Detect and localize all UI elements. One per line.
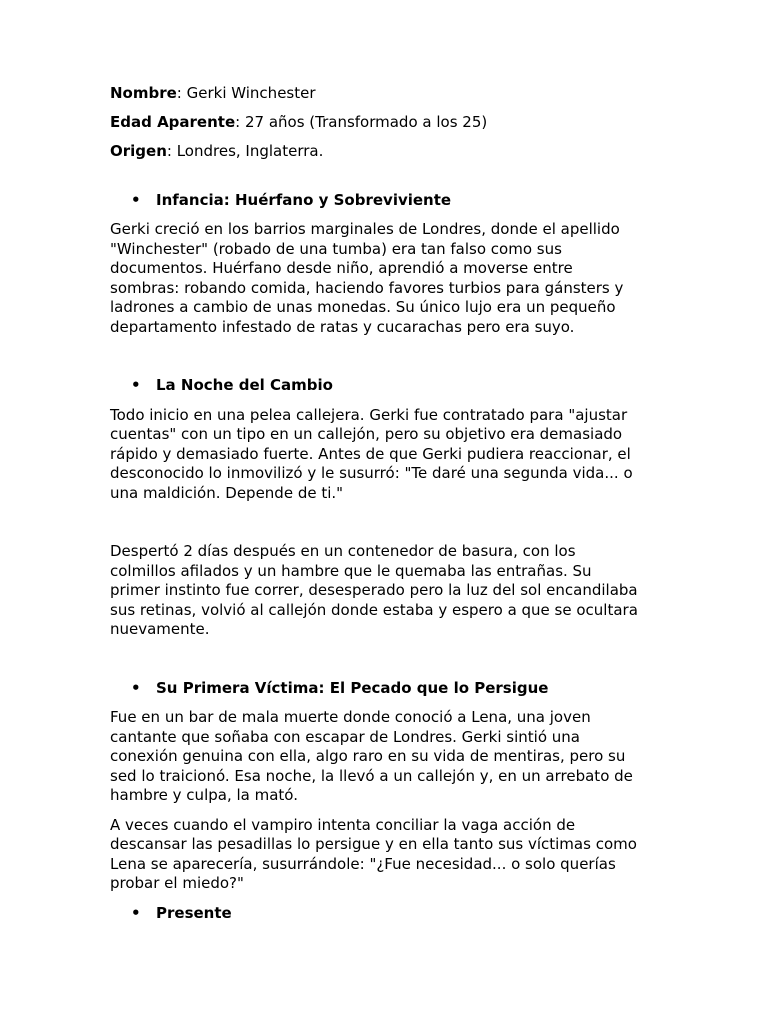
section-heading-text: Su Primera Víctima: El Pecado que lo Persigue	[156, 678, 549, 697]
text-line: Lena se aparecería, susurrándole: "¿Fue necesidad... o solo querías	[110, 854, 616, 873]
paragraph-childhood	[110, 220, 658, 337]
field-label: Edad Aparente	[110, 113, 236, 132]
field-label: Nombre	[110, 84, 177, 102]
section-heading-text: Infancia: Huérfano y Sobreviviente	[156, 190, 452, 209]
document-page	[110, 84, 658, 923]
text-line: departamento infestado de ratas y cucarachas pero era suyo.	[110, 317, 575, 336]
text-line: rápido y demasiado fuerte. Antes de que Gerki pudiera reaccionar, el	[110, 444, 631, 463]
text-line: A veces cuando el vampiro intenta conciliar la vaga acción de	[110, 815, 576, 834]
text-line: nuevamente.	[110, 620, 210, 639]
field-apparent-age	[110, 113, 658, 133]
paragraph-first-victim-1	[110, 708, 658, 806]
field-value: : Gerki Winchester	[176, 84, 316, 102]
text-line: primer instinto fue correr, desesperado pero la luz del sol encandilaba	[110, 581, 638, 600]
text-line: sombras: robando comida, haciendo favores turbios para gánsters y	[110, 278, 624, 297]
field-name	[110, 84, 658, 104]
field-value: : 27 años (Transformado a los 25)	[235, 113, 488, 132]
text-line: conexión genuina con ella, algo raro en su vida de mentiras, pero su	[110, 747, 626, 766]
text-line: descansar las pesadillas lo persigue y en ella tanto sus víctimas como	[110, 835, 637, 854]
bullet-icon: •	[131, 190, 141, 209]
field-origin	[110, 142, 658, 162]
section-heading-present	[110, 904, 658, 924]
section-heading-text: La Noche del Cambio	[156, 376, 333, 395]
text-line: Fue en un bar de mala muerte donde conoció a Lena, una joven	[110, 708, 591, 727]
bullet-icon: •	[131, 376, 141, 395]
paragraph-first-victim-2	[110, 816, 658, 894]
text-line: hambre y culpa, la mató.	[110, 786, 298, 805]
paragraph-change-night-1	[110, 406, 658, 504]
section-heading-childhood	[110, 191, 658, 211]
text-line: Despertó 2 días después en un contenedor de basura, con los	[110, 542, 576, 561]
text-line: sus retinas, volvió al callejón donde estaba y espero a que se ocultara	[110, 600, 638, 619]
field-value: : Londres, Inglaterra.	[166, 142, 324, 161]
text-line: documentos. Huérfano desde niño, aprendió a moverse entre	[110, 259, 573, 278]
text-line: probar el miedo?"	[110, 874, 244, 893]
text-line: sed lo traicionó. Esa noche, la llevó a un callejón y, en un arrebato de	[110, 766, 633, 785]
text-line: Todo inicio en una pelea callejera. Gerki fue contratado para "ajustar	[110, 405, 628, 424]
text-line: cuentas" con un tipo en un callejón, pero su objetivo era demasiado	[110, 425, 623, 444]
text-line: ladrones a cambio de unas monedas. Su único lujo era un pequeño	[110, 298, 616, 317]
text-line: una maldición. Depende de ti."	[110, 483, 344, 502]
text-line: "Winchester" (robado de una tumba) era tan falso como sus	[110, 239, 562, 258]
text-line: colmillos afilados y un hambre que le quemaba las entrañas. Su	[110, 561, 592, 580]
text-line: cantante que soñaba con escapar de Londres. Gerki sintió una	[110, 727, 580, 746]
text-line: desconocido lo inmovilizó y le susurró: "Te daré una segunda vida... o	[110, 464, 633, 483]
field-label: Origen	[110, 142, 167, 161]
text-line: Gerki creció en los barrios marginales de Londres, donde el apellido	[110, 220, 620, 239]
paragraph-change-night-2	[110, 542, 658, 640]
section-heading-text: Presente	[156, 903, 232, 922]
section-heading-change-night	[110, 376, 658, 396]
section-heading-first-victim	[110, 679, 658, 699]
bullet-icon: •	[131, 903, 141, 922]
bullet-icon: •	[131, 678, 141, 697]
